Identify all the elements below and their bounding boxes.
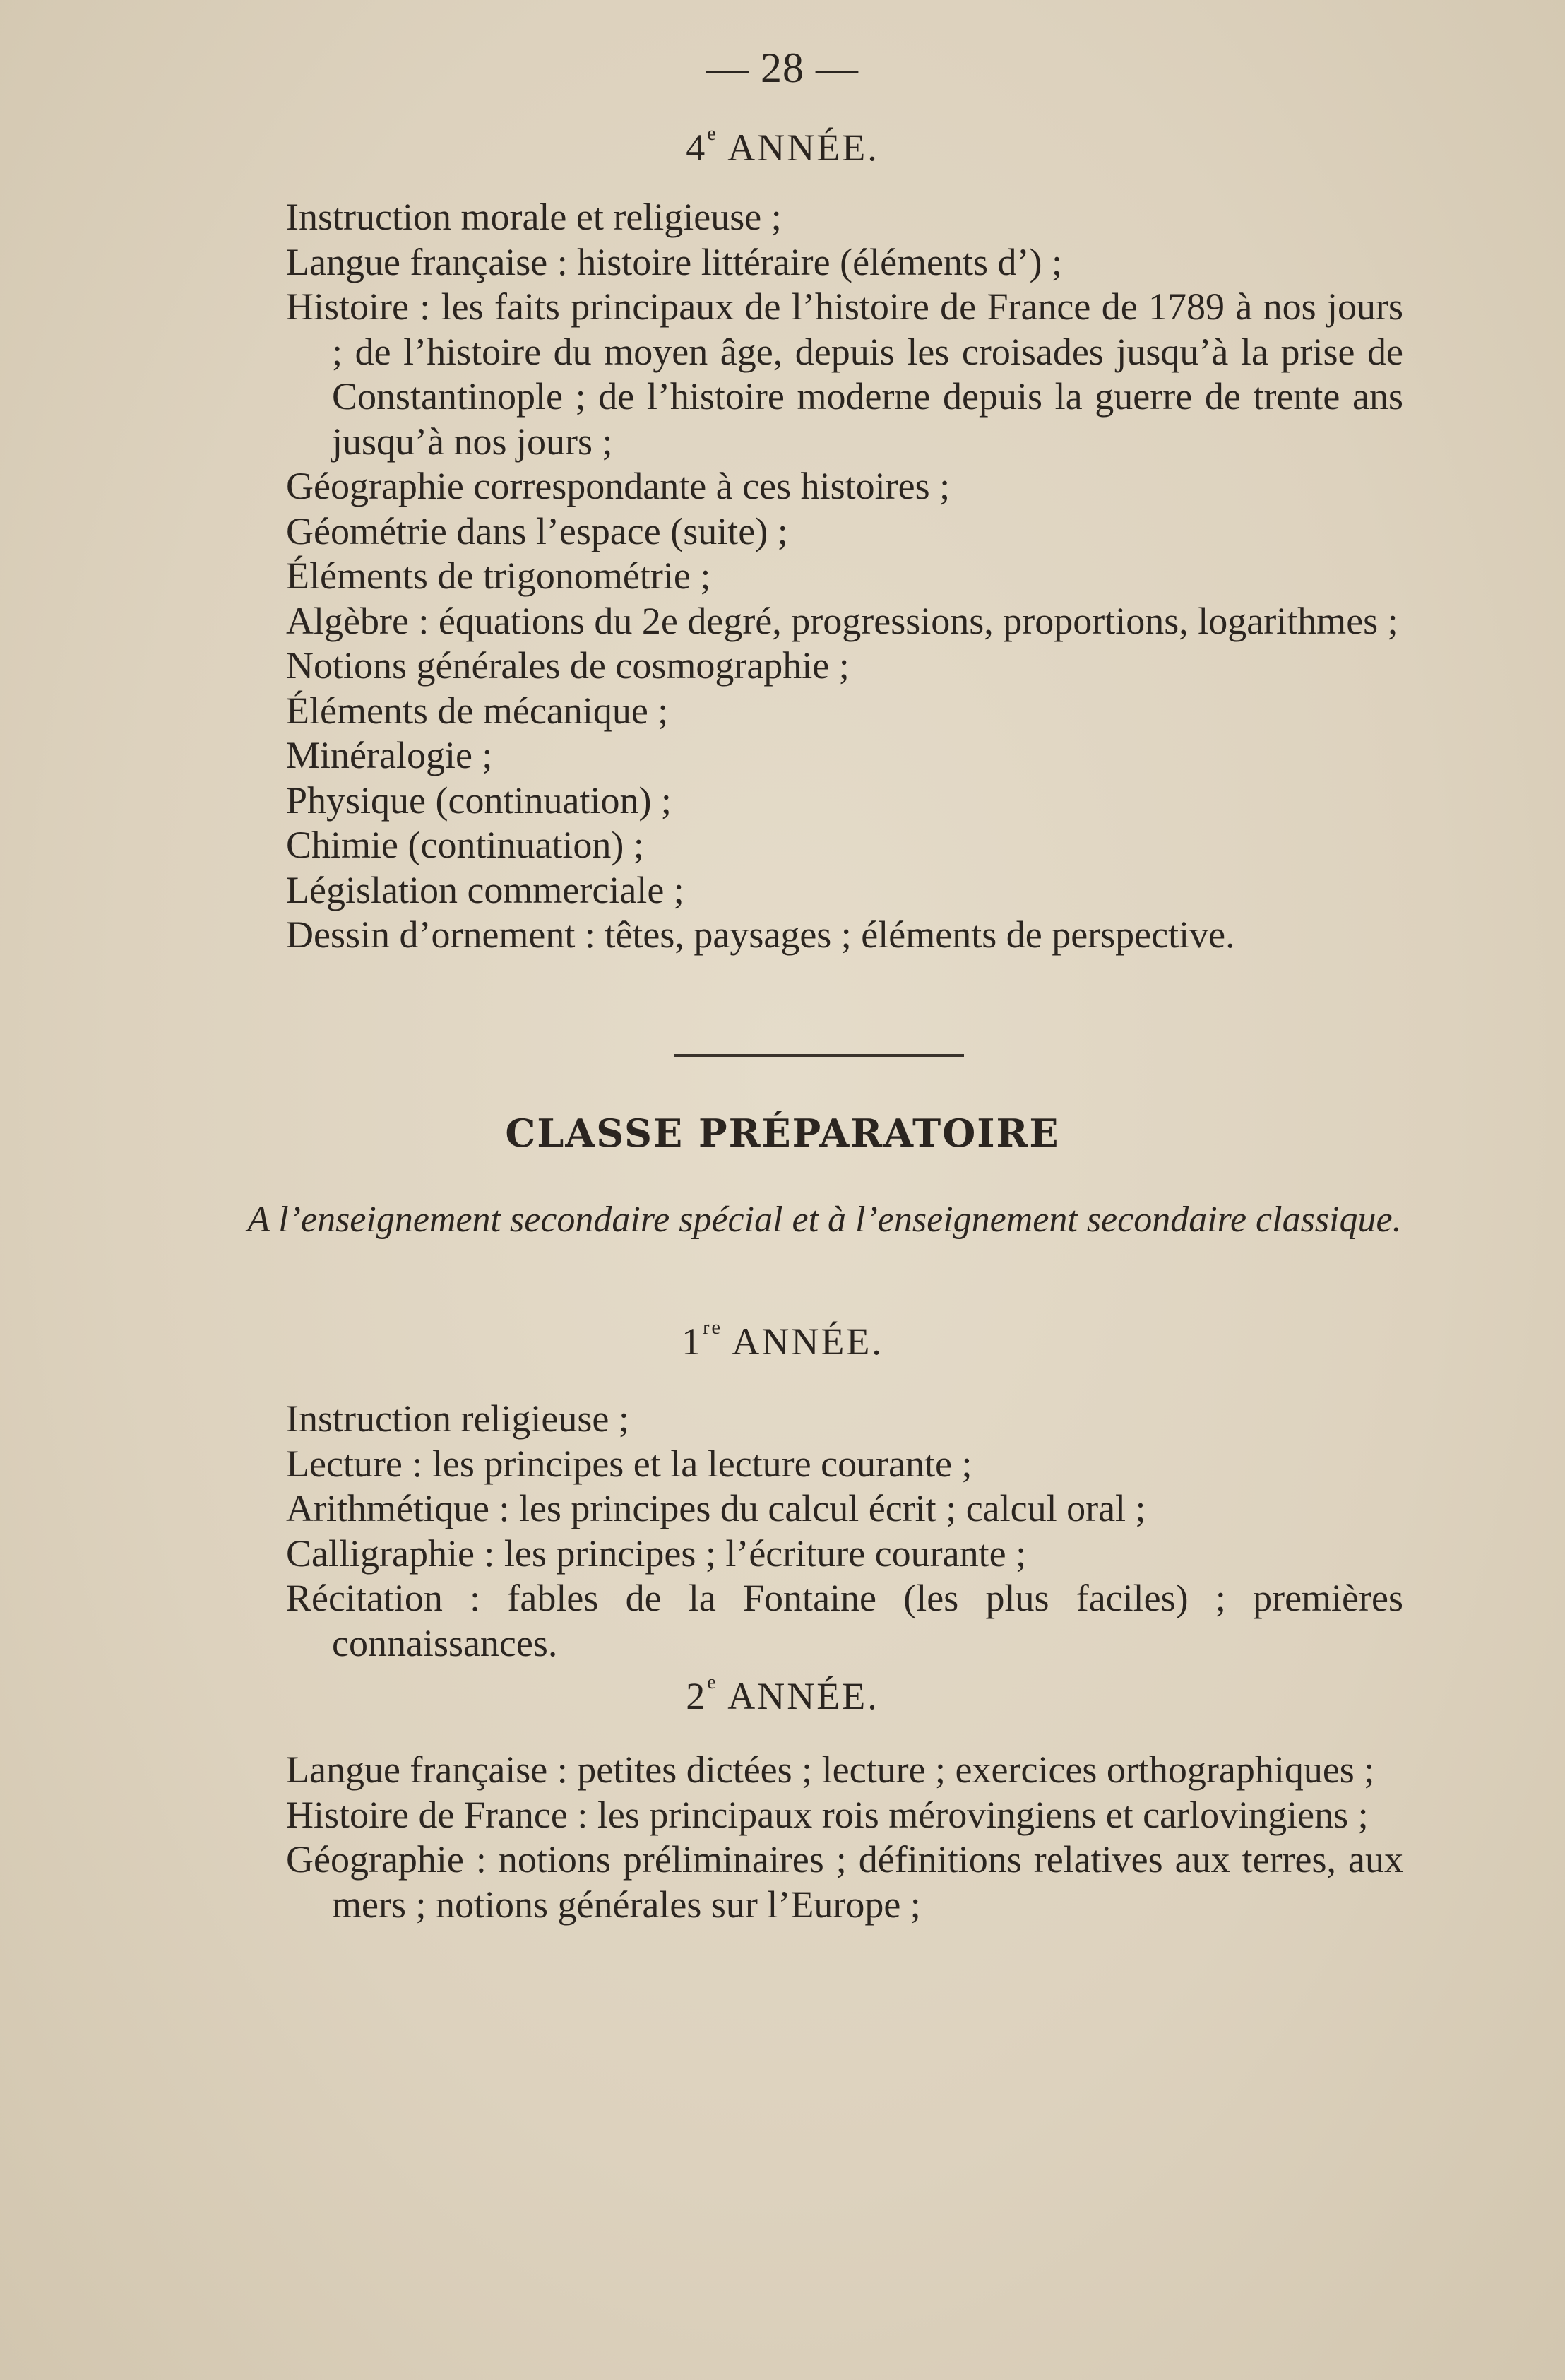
list-item: Récitation : fables de la Fontaine (les plus faciles) ; premières connaissances. bbox=[286, 1577, 1403, 1664]
classe-title: CLASSE PRÉPARATOIRE bbox=[505, 1111, 1060, 1156]
heading-sup: e bbox=[707, 1671, 718, 1693]
list-item: Histoire : les faits principaux de l’histoire de France de 1789 à nos jours ; de l’histoire du moyen âge, depuis les croisades jusqu’à la prise de Constantinople ; de l’histoire moderne depuis la guerre de trente ans jusqu’à nos jours ; bbox=[286, 285, 1403, 463]
list-item: Législation commerciale ; bbox=[286, 868, 684, 911]
list-item: Algèbre : équations du 2e degré, progressions, proportions, logarithmes ; bbox=[286, 599, 1398, 642]
course-list-4e-annee bbox=[286, 195, 1403, 958]
heading-1re-annee bbox=[0, 1317, 1565, 1363]
course-list-2e-annee bbox=[286, 1748, 1403, 1927]
list-item: Éléments de trigonométrie ; bbox=[286, 555, 711, 597]
list-item: Histoire de France : les principaux rois mérovingiens et carlovingiens ; bbox=[286, 1793, 1369, 1836]
list-item: Instruction religieuse ; bbox=[286, 1397, 629, 1440]
list-item: Géométrie dans l’espace (suite) ; bbox=[286, 509, 788, 552]
list-item: Dessin d’ornement : têtes, paysages ; éléments de perspective. bbox=[286, 913, 1235, 956]
heading-num: 4 bbox=[686, 126, 708, 169]
list-item: Calligraphie : les principes ; l’écriture courante ; bbox=[286, 1532, 1027, 1575]
list-item: Physique (continuation) ; bbox=[286, 778, 672, 822]
page-number: — 28 — bbox=[706, 45, 859, 91]
list-item: Langue française : histoire littéraire (éléments d’) ; bbox=[286, 240, 1063, 283]
list-item: Géographie correspondante à ces histoires ; bbox=[286, 465, 951, 507]
heading-2e-annee bbox=[0, 1671, 1565, 1718]
list-item: Instruction morale et religieuse ; bbox=[286, 196, 782, 238]
heading-num: 2 bbox=[686, 1675, 708, 1717]
classe-subtitle: A l’enseignement secondaire spécial et à l’enseignement secondaire classique. bbox=[247, 1200, 1402, 1240]
list-item: Arithmétique : les principes du calcul écrit ; calcul oral ; bbox=[286, 1487, 1146, 1529]
list-item: Minéralogie ; bbox=[286, 734, 493, 776]
heading-sup: e bbox=[707, 123, 718, 145]
list-item: Langue française : petites dictées ; lecture ; exercices orthographiques ; bbox=[286, 1748, 1375, 1791]
list-item: Éléments de mécanique ; bbox=[286, 689, 669, 732]
heading-num: 1 bbox=[682, 1320, 703, 1363]
heading-sup: re bbox=[703, 1317, 722, 1339]
list-item: Notions générales de cosmographie ; bbox=[286, 644, 850, 687]
heading-word: ANNÉE. bbox=[718, 1675, 879, 1717]
heading-4e-annee bbox=[0, 123, 1565, 170]
list-item: Géographie : notions préliminaires ; définitions relatives aux terres, aux mers ; notions générales sur l’Europe ; bbox=[286, 1838, 1403, 1926]
list-item: Chimie (continuation) ; bbox=[286, 824, 644, 866]
heading-word: ANNÉE. bbox=[718, 126, 879, 169]
list-item: Lecture : les principes et la lecture courante ; bbox=[286, 1442, 972, 1485]
section-divider bbox=[674, 1054, 964, 1057]
course-list-1re-annee bbox=[286, 1397, 1403, 1666]
heading-word: ANNÉE. bbox=[722, 1320, 883, 1363]
